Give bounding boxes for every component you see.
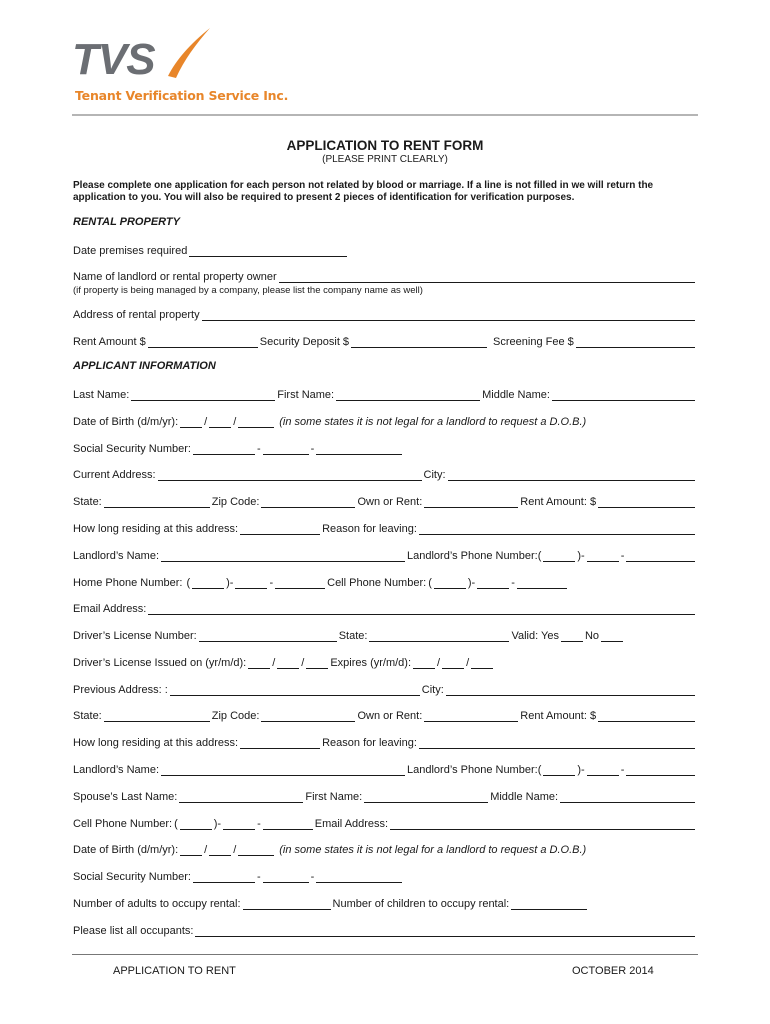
dob-day-field[interactable] (180, 416, 202, 428)
state-field[interactable] (104, 496, 210, 508)
header-divider (72, 114, 698, 116)
label-adults: Number of adults to occupy rental: (73, 898, 241, 910)
form-instructions: Please complete one application for each person not related by blood or marriage. If a line is not filled in we will return the application to you. You will also be required to present 2 pieces of identification for verification purposes. (73, 180, 654, 203)
reason-field[interactable] (419, 523, 695, 535)
label-valid-no: No (584, 630, 600, 642)
own-rent-field[interactable] (424, 496, 518, 508)
how-long-field[interactable] (240, 523, 320, 535)
row-dob: Date of Birth (d/m/yr): / / (in some states it is not legal for a landlord to request a D.O.B.) (73, 416, 587, 428)
label-previous-address: Previous Address: : (73, 684, 168, 696)
row-occupant-counts (73, 896, 697, 910)
spouse-middle-name-field[interactable] (560, 791, 695, 803)
home-phone-area-field[interactable] (192, 577, 224, 589)
dl-issued-year-field[interactable] (248, 657, 270, 669)
section-applicant-information: APPLICANT INFORMATION (73, 360, 216, 372)
label-spouse-dob: Date of Birth (d/m/yr): (73, 844, 179, 856)
row-address-rental (73, 307, 697, 321)
label-reason: Reason for leaving: (322, 523, 417, 535)
dl-issued-day-field[interactable] (306, 657, 328, 669)
row-drivers-license (73, 628, 697, 642)
footer-form-name: APPLICATION TO RENT (113, 965, 236, 977)
expires-month-field[interactable] (442, 657, 464, 669)
spouse-ssn-part2-field[interactable] (263, 871, 309, 883)
label-previous-zip: Zip Code: (211, 710, 260, 722)
label-spouse-ssn: Social Security Number: (73, 871, 191, 883)
label-landlords-name: Landlord’s Name: (73, 550, 160, 562)
home-phone-line-field[interactable] (275, 577, 325, 589)
label-previous-state: State: (73, 710, 102, 722)
valid-yes-field[interactable] (561, 630, 583, 642)
landlords-name-field[interactable] (161, 550, 405, 562)
adults-field[interactable] (243, 898, 331, 910)
landlord-phone-area-field[interactable] (543, 550, 575, 562)
label-ssn: Social Security Number: (73, 443, 191, 455)
footer-divider (72, 954, 698, 955)
previous-landlords-name-field[interactable] (161, 764, 405, 776)
landlord-owner-field[interactable] (279, 271, 695, 283)
logo-brand: TVS (72, 35, 155, 84)
spouse-first-name-field[interactable] (364, 791, 488, 803)
label-own-rent: Own or Rent: (357, 496, 423, 508)
label-cell-phone: Cell Phone Number: (327, 577, 427, 589)
address-rental-field[interactable] (202, 309, 695, 321)
dl-state-field[interactable] (369, 630, 509, 642)
cell-phone-area-field[interactable] (434, 577, 466, 589)
label-spouse-email: Email Address: (314, 818, 389, 830)
section-rental-property: RENTAL PROPERTY (73, 216, 180, 228)
label-previous-landlords-phone: Landlord’s Phone Number: (407, 764, 538, 776)
row-previous-address (73, 682, 697, 696)
label-previous-how-long: How long residing at this address: (73, 737, 239, 749)
city-field[interactable] (448, 469, 695, 481)
label-rent-amount: Rent Amount $ (73, 336, 146, 348)
previous-how-long-field[interactable] (240, 737, 320, 749)
spouse-cell-prefix-field[interactable] (223, 818, 255, 830)
spouse-dob-note: (in some states it is not legal for a landlord to request a D.O.B.) (279, 844, 587, 856)
landlord-phone-prefix-field[interactable] (587, 550, 619, 562)
label-zip: Zip Code: (211, 496, 260, 508)
previous-zip-field[interactable] (261, 710, 355, 722)
previous-reason-field[interactable] (419, 737, 695, 749)
label-rent-amount-2: Rent Amount: $ (520, 496, 597, 508)
row-ssn: Social Security Number: - - (73, 441, 697, 455)
row-date-premises (73, 243, 697, 257)
middle-name-field[interactable] (552, 389, 695, 401)
label-city: City: (423, 469, 446, 481)
label-previous-rent-amount: Rent Amount: $ (520, 710, 597, 722)
last-name-field[interactable] (131, 389, 275, 401)
label-dl-number: Driver’s License Number: (73, 630, 197, 642)
previous-rent-amount-field[interactable] (598, 710, 695, 722)
children-field[interactable] (511, 898, 587, 910)
row-applicant-names (73, 387, 697, 401)
dob-note: (in some states it is not legal for a landlord to request a D.O.B.) (279, 416, 587, 428)
row-previous-state-zip (73, 708, 697, 722)
row-email (73, 601, 697, 615)
previous-state-field[interactable] (104, 710, 210, 722)
ssn-part1-field[interactable] (193, 443, 255, 455)
label-email: Email Address: (73, 603, 147, 615)
row-rent-fees (73, 334, 697, 348)
row-spouse-names (73, 789, 697, 803)
landlord-phone-line-field[interactable] (626, 550, 695, 562)
spouse-ssn-part3-field[interactable] (316, 871, 402, 883)
spouse-dob-month-field[interactable] (209, 844, 231, 856)
label-previous-own-rent: Own or Rent: (357, 710, 423, 722)
expires-day-field[interactable] (471, 657, 493, 669)
form-title: APPLICATION TO RENT FORM (286, 138, 484, 153)
label-landlord-owner: Name of landlord or rental property owner (73, 271, 277, 283)
label-previous-city: City: (421, 684, 444, 696)
spouse-ssn-part1-field[interactable] (193, 871, 255, 883)
row-spouse-dob: Date of Birth (d/m/yr): / / (in some states it is not legal for a landlord to request a D.O.B.) (73, 844, 587, 856)
label-address-rental: Address of rental property (73, 309, 200, 321)
occupants-field[interactable] (195, 925, 695, 937)
date-premises-field[interactable] (189, 245, 347, 257)
label-previous-landlords-name: Landlord’s Name: (73, 764, 160, 776)
tvs-logo (72, 24, 289, 108)
row-landlord-owner (73, 269, 697, 283)
screening-fee-field[interactable] (576, 336, 695, 348)
dob-month-field[interactable] (209, 416, 231, 428)
label-dob: Date of Birth (d/m/yr): (73, 416, 179, 428)
row-phones: Home Phone Number: ( )- - Cell Phone Number: ( )- - (73, 575, 697, 589)
label-date-premises: Date premises required (73, 245, 188, 257)
previous-landlord-phone-line-field[interactable] (626, 764, 695, 776)
row-dl-issued: Driver’s License Issued on (yr/m/d): / / Expires (yr/m/d): / / (73, 655, 697, 669)
current-address-field[interactable] (158, 469, 422, 481)
dl-issued-month-field[interactable] (277, 657, 299, 669)
previous-address-field[interactable] (170, 684, 420, 696)
label-spouse-first-name: First Name: (305, 791, 363, 803)
spouse-dob-year-field[interactable] (238, 844, 274, 856)
previous-landlord-phone-area-field[interactable] (543, 764, 575, 776)
rent-amount-2-field[interactable] (598, 496, 695, 508)
spouse-cell-area-field[interactable] (180, 818, 212, 830)
previous-city-field[interactable] (446, 684, 695, 696)
email-field[interactable] (148, 603, 695, 615)
label-spouse-cell-phone: Cell Phone Number: (73, 818, 173, 830)
label-spouse-last-name: Spouse’s Last Name: (73, 791, 178, 803)
label-current-address: Current Address: (73, 469, 156, 481)
logo-tagline: Tenant Verification Service Inc. (75, 88, 289, 103)
spouse-dob-day-field[interactable] (180, 844, 202, 856)
row-state-zip (73, 494, 697, 508)
row-landlord: Landlord’s Name: Landlord’s Phone Number: ( )- - (73, 548, 697, 562)
previous-own-rent-field[interactable] (424, 710, 518, 722)
cell-phone-prefix-field[interactable] (477, 577, 509, 589)
label-valid-yes: Valid: Yes (511, 630, 559, 642)
label-how-long: How long residing at this address: (73, 523, 239, 535)
landlord-owner-note: (if property is being managed by a company, please list the company name as well) (73, 285, 423, 296)
spouse-cell-line-field[interactable] (263, 818, 313, 830)
form-subtitle: (PLEASE PRINT CLEARLY) (322, 154, 448, 165)
label-first-name: First Name: (277, 389, 335, 401)
label-landlords-phone: Landlord’s Phone Number: (407, 550, 538, 562)
label-middle-name: Middle Name: (482, 389, 550, 401)
label-screening-fee: Screening Fee $ (493, 336, 574, 348)
footer-date: OCTOBER 2014 (572, 965, 654, 977)
row-how-long (73, 521, 697, 535)
label-previous-reason: Reason for leaving: (322, 737, 417, 749)
valid-no-field[interactable] (601, 630, 623, 642)
dob-year-field[interactable] (238, 416, 274, 428)
previous-landlord-phone-prefix-field[interactable] (587, 764, 619, 776)
expires-year-field[interactable] (413, 657, 435, 669)
security-deposit-field[interactable] (351, 336, 487, 348)
row-occupants (73, 923, 697, 937)
spouse-email-field[interactable] (390, 818, 695, 830)
label-spouse-middle-name: Middle Name: (490, 791, 559, 803)
row-previous-how-long (73, 735, 697, 749)
label-security-deposit: Security Deposit $ (259, 336, 350, 348)
label-expires: Expires (yr/m/d): (330, 657, 412, 669)
label-state: State: (73, 496, 102, 508)
row-previous-landlord: Landlord’s Name: Landlord’s Phone Number: ( )- - (73, 762, 697, 776)
label-last-name: Last Name: (73, 389, 130, 401)
ssn-part3-field[interactable] (316, 443, 402, 455)
row-spouse-contact: Cell Phone Number: ( )- - Email Address: (73, 816, 697, 830)
label-occupants: Please list all occupants: (73, 925, 194, 937)
cell-phone-line-field[interactable] (517, 577, 567, 589)
row-current-address (73, 467, 697, 481)
spouse-last-name-field[interactable] (179, 791, 303, 803)
rent-amount-field[interactable] (148, 336, 258, 348)
label-dl-issued: Driver’s License Issued on (yr/m/d): (73, 657, 247, 669)
dl-number-field[interactable] (199, 630, 337, 642)
ssn-part2-field[interactable] (263, 443, 309, 455)
label-children: Number of children to occupy rental: (332, 898, 510, 910)
first-name-field[interactable] (336, 389, 480, 401)
label-dl-state: State: (338, 630, 368, 642)
row-spouse-ssn: Social Security Number: - - (73, 869, 697, 883)
home-phone-prefix-field[interactable] (235, 577, 267, 589)
label-home-phone: Home Phone Number: (73, 577, 183, 589)
zip-field[interactable] (261, 496, 355, 508)
